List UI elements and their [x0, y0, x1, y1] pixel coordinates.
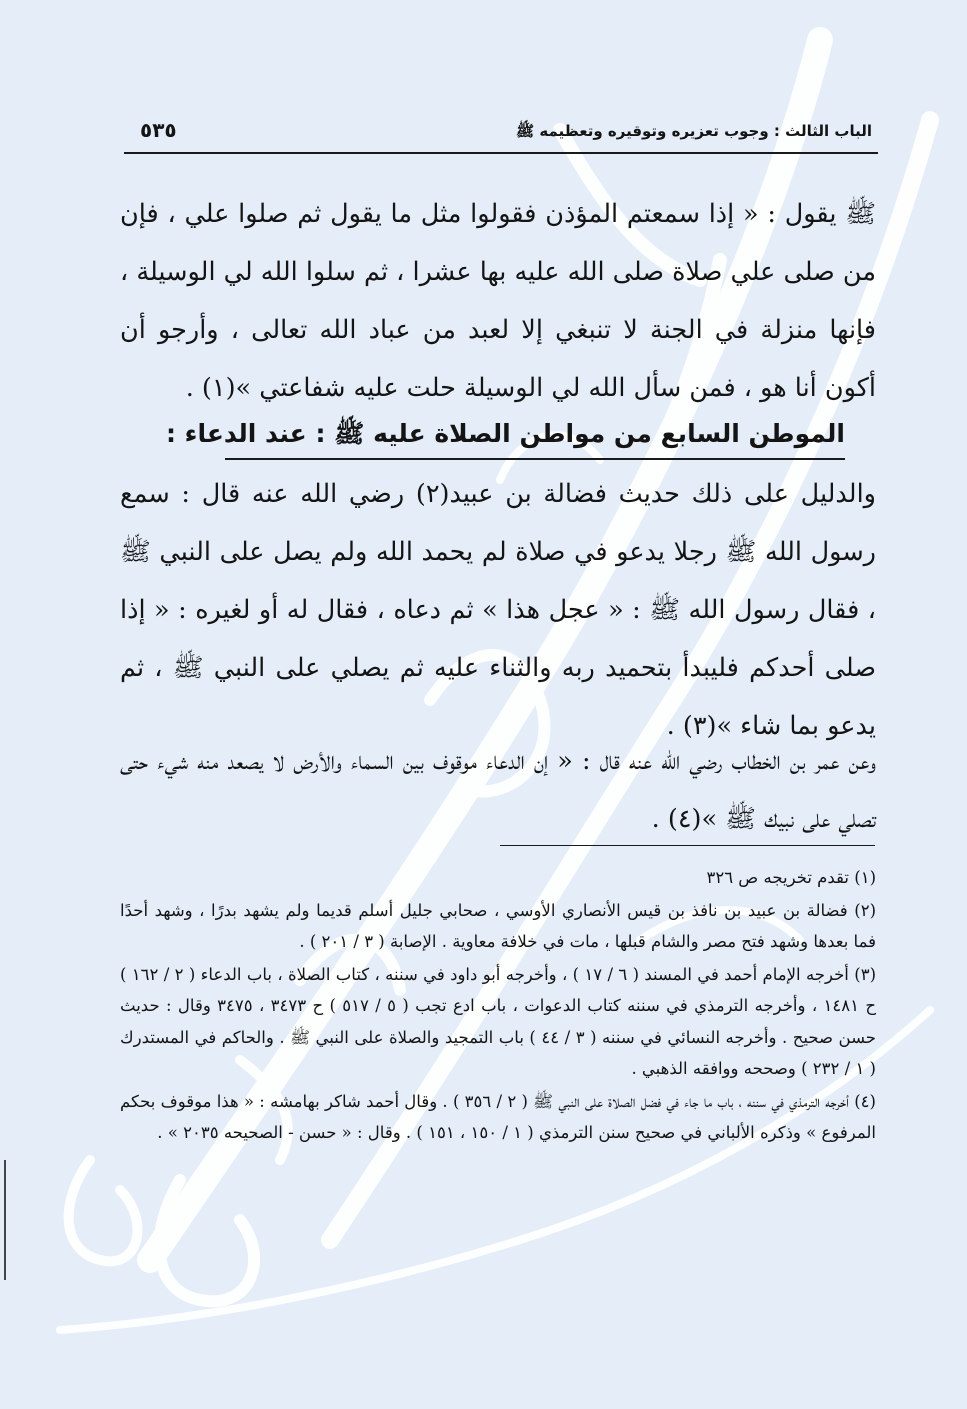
- footnote-text: أخرجه الإمام أحمد في المسند ( ٦ / ١٧ ) ، وأخرجه أبو داود في سننه ، كتاب الصلاة ، باب الدعاء ( ٢ / ١٦٢ ) ح ١٤٨١ ، وأخرجه الترمذي في سننه كتاب الدعوات ، باب ادع تجب ( ٥ / ٥١٧ ) ح ٣٤٧٣ ، ٣٤٧٥ وقال : حديث حسن صحيح . وأخرجه النسائي في سننه ( ٣ / ٤٤ ) باب التمجيد والصلاة على النبي ﷺ . والحاكم في المستدرك ( ١ / ٢٣٢ ) وصححه ووافقه الذهبي .: [120, 964, 876, 1078]
- footnote-3: [120, 959, 876, 1085]
- footnote-number: (٢): [854, 900, 877, 920]
- footnote-number: (٣): [854, 964, 876, 984]
- footnote-1: [120, 862, 876, 894]
- footnote-number: (٤): [854, 1091, 876, 1111]
- footnote-text: تقدم تخريجه ص ٣٢٦: [706, 868, 849, 887]
- page-number: ٥٣٥: [140, 118, 177, 142]
- footnote-2: [120, 895, 876, 958]
- footnotes: [120, 862, 876, 1150]
- footnote-number: (١): [854, 868, 876, 887]
- paragraph-umar-narration: وعن عمر بن الخطاب رضي الله عنه قال : « إن الدعاء موقوف بين السماء والأرض لا يصعد منه شيء حتى تصلي على نبيك ﷺ »(٤) .: [120, 746, 876, 834]
- running-header: [124, 112, 878, 154]
- paragraph-hadith-muadhin: ﷺ يقول : « إذا سمعتم المؤذن فقولوا مثل ما يقول ثم صلوا علي ، فإن من صلى علي صلاة صلى الله عليه بها عشرا ، ثم سلوا الله لي الوسيلة ، فإنها منزلة في الجنة لا تنبغي إلا لعبد من عباد الله تعالى ، وأرجو أن أكون أنا هو ، فمن سأل الله لي الوسيلة حلت عليه شفاعتي »(١) .: [119, 199, 876, 403]
- footnote-4: [120, 1086, 876, 1149]
- footnote-separator: [500, 845, 875, 846]
- chapter-title: الباب الثالث : وجوب تعزيره وتوقيره وتعظيمه ﷺ: [516, 122, 872, 140]
- footnote-text: فضالة بن عبيد بن نافذ بن قيس الأنصاري الأوسي ، صحابي جليل أسلم قديما ولم يشهد بدرًا ، وشهد أحدًا فما بعدها وشهد فتح مصر والشام قبلها ، مات في خلافة معاوية . الإصابة ( ٣ / ٢٠١ ) .: [120, 900, 876, 951]
- paragraph-fadala-hadith: والدليل على ذلك حديث فضالة بن عبيد(٢) رضي الله عنه قال : سمع رسول الله ﷺ رجلا يدعو في صلاة لم يحمد الله ولم يصل على النبي ﷺ ، فقال رسول الله ﷺ : « عجل هذا » ثم دعاه ، فقال له أو لغيره : « إذا صلى أحدكم فليبدأ بتحميد ربه والثناء عليه ثم يصلي على النبي ﷺ ، ثم يدعو بما شاء »(٣) .: [120, 479, 876, 741]
- section-heading: الموطن السابع من مواطن الصلاة عليه ﷺ : عند الدعاء :: [225, 410, 845, 460]
- footnote-text: أخرجه الترمذي في سننه ، باب ما جاء في فضل الصلاة على النبي ﷺ ( ٢ / ٣٥٦ ) . وقال أحمد شاكر بهامشه : « هذا موقوف بحكم المرفوع » وذكره الألباني في صحيح سنن الترمذي ( ١ / ١٥٠ ، ١٥١ ) . وقال : « حسن - الصحيحه ٢٠٣٥ » .: [120, 1091, 876, 1142]
